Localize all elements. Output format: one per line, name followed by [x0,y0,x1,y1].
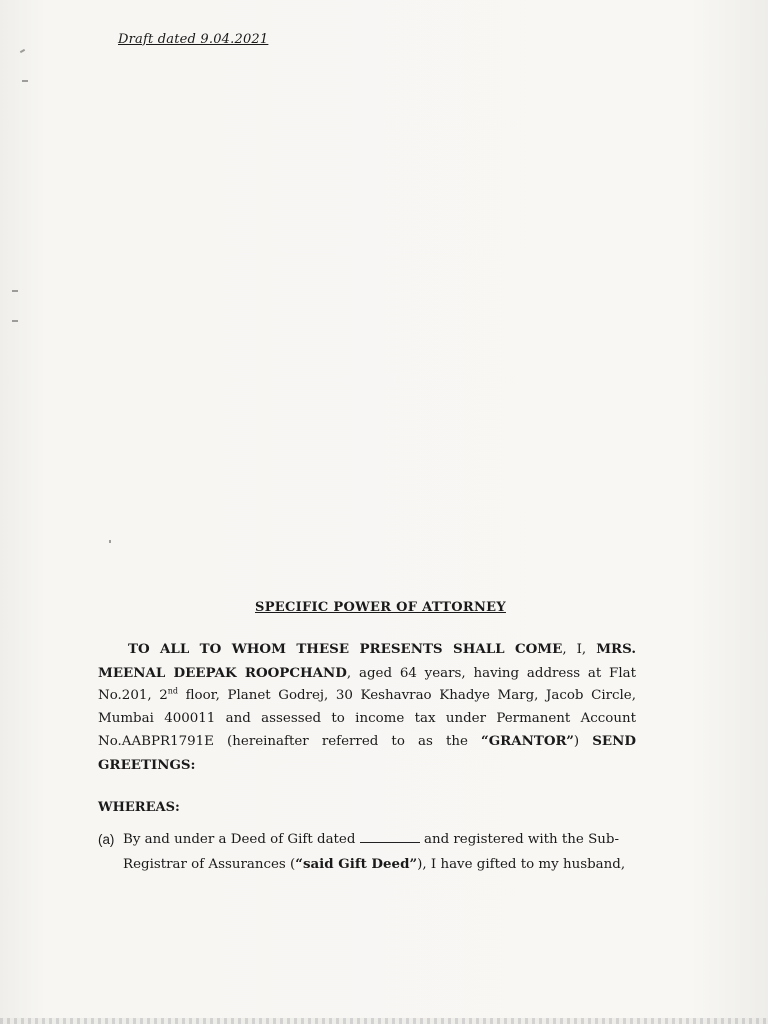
scan-bottom-edge [0,1018,768,1024]
grantor-name: MRS. MEENAL DEEPAK ROOPCHAND [98,641,636,681]
scan-mark [22,80,28,82]
intro-text-2: , aged 64 years, having address at Flat No.201, 2 [98,665,636,703]
date-blank-line [360,830,420,843]
document-title: SPECIFIC POWER OF ATTORNEY [255,600,506,615]
whereas-heading: WHEREAS: [98,800,180,815]
scan-mark [20,49,25,53]
intro-text-3: floor, Planet Godrej, 30 Keshavrao Khadye Marg, Jacob Circle, Mumbai 400011 and assessed to income tax under Permanent Account No.AABPR1791E (hereinafter referred to as the [98,688,636,749]
clause-text [98,828,636,877]
clause-a [98,828,636,877]
clause-text-3: ), I have gifted to my husband, [417,857,626,872]
grantor-label: “GRANTOR” [481,733,574,749]
scan-mark [12,290,18,292]
intro-lead: TO ALL TO WHOM THESE PRESENTS SHALL COME [128,641,563,657]
clause-text-1: By and under a Deed of Gift dated [123,832,360,847]
intro-paragraph [98,638,636,777]
scan-mark [12,320,18,322]
clause-label: (a) [98,832,115,847]
intro-text-1: , I, [562,642,597,657]
clause-text-2: and registered with the Sub-Registrar of Assurances ( [123,832,619,872]
intro-text-4: ) [573,734,593,749]
draft-date-note: Draft dated 9.04.2021 [118,32,269,47]
greetings-closing: SEND GREETINGS: [98,733,636,773]
gift-deed-label: “said Gift Deed” [295,856,418,872]
ordinal-suffix: nd [167,686,179,696]
scan-mark [109,540,111,543]
